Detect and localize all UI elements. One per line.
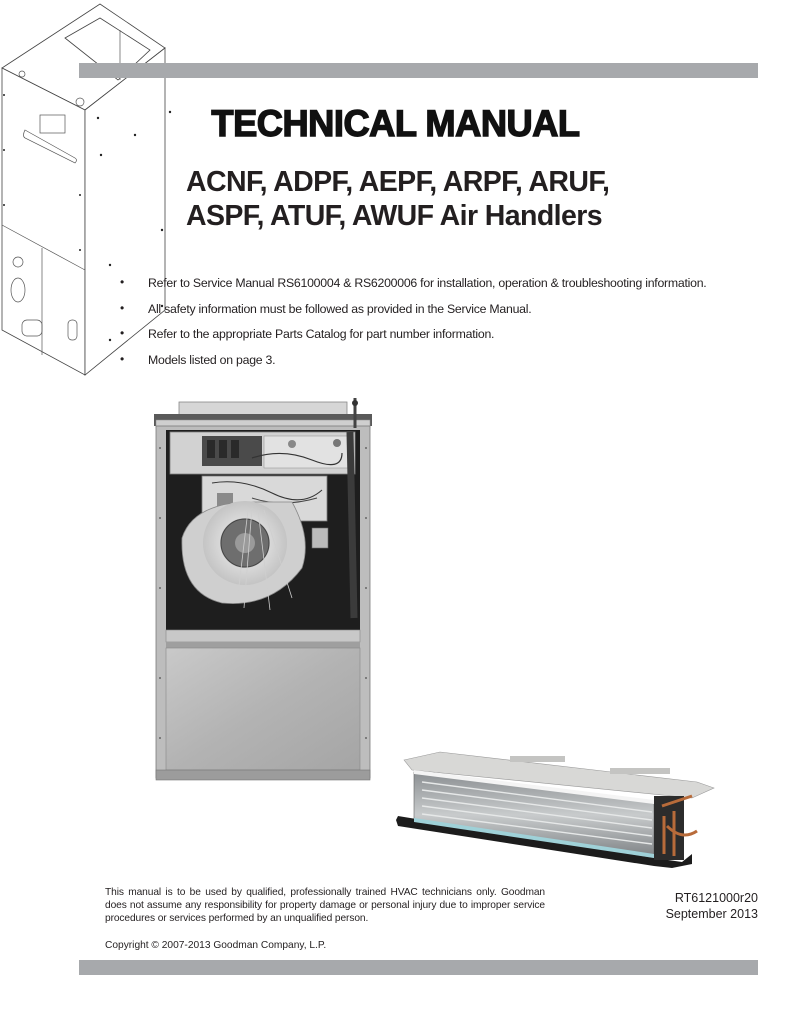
bullet-icon: •	[120, 275, 124, 289]
document-subtitle	[186, 165, 656, 233]
bottom-decorative-bar	[79, 960, 758, 975]
horizontal-coil-photo	[392, 746, 718, 868]
bullet-icon: •	[120, 300, 124, 315]
bullet-item: • Refer to Service Manual RS6100004 & RS6200006 for installation, operation & troubleshooting information.	[120, 275, 707, 290]
subtitle-line-1: ACNF, ADPF, AEPF, ARPF, ARUF,	[186, 166, 610, 198]
document-info	[666, 890, 758, 922]
copyright-notice: Copyright © 2007-2013 Goodman Company, L.P.	[105, 940, 327, 951]
bullet-icon: •	[120, 351, 124, 366]
bullet-icon: •	[120, 326, 124, 340]
bullet-item: • All safety information must be followed as provided in the Service Manual.	[120, 300, 532, 316]
air-handler-open-photo	[152, 398, 374, 783]
document-date: September 2013	[665, 907, 758, 921]
document-number: RT6121000r20	[674, 891, 758, 905]
subtitle-line-2: ASPF, ATUF, AWUF Air Handlers	[186, 200, 602, 232]
bullet-item: • Refer to the appropriate Parts Catalog for part number information.	[120, 326, 495, 341]
bullet-item: • Models listed on page 3.	[120, 351, 276, 367]
disclaimer-text: This manual is to be used by qualified, professionally trained HVAC technicians only. Goodman does not assume any responsibility for property damage or personal injury due to improper service procedures or services performed by an unqualified person.	[105, 887, 545, 924]
document-title: TECHNICAL MANUAL	[211, 103, 580, 144]
top-decorative-bar	[79, 63, 758, 78]
info-bullet-list	[120, 277, 760, 379]
